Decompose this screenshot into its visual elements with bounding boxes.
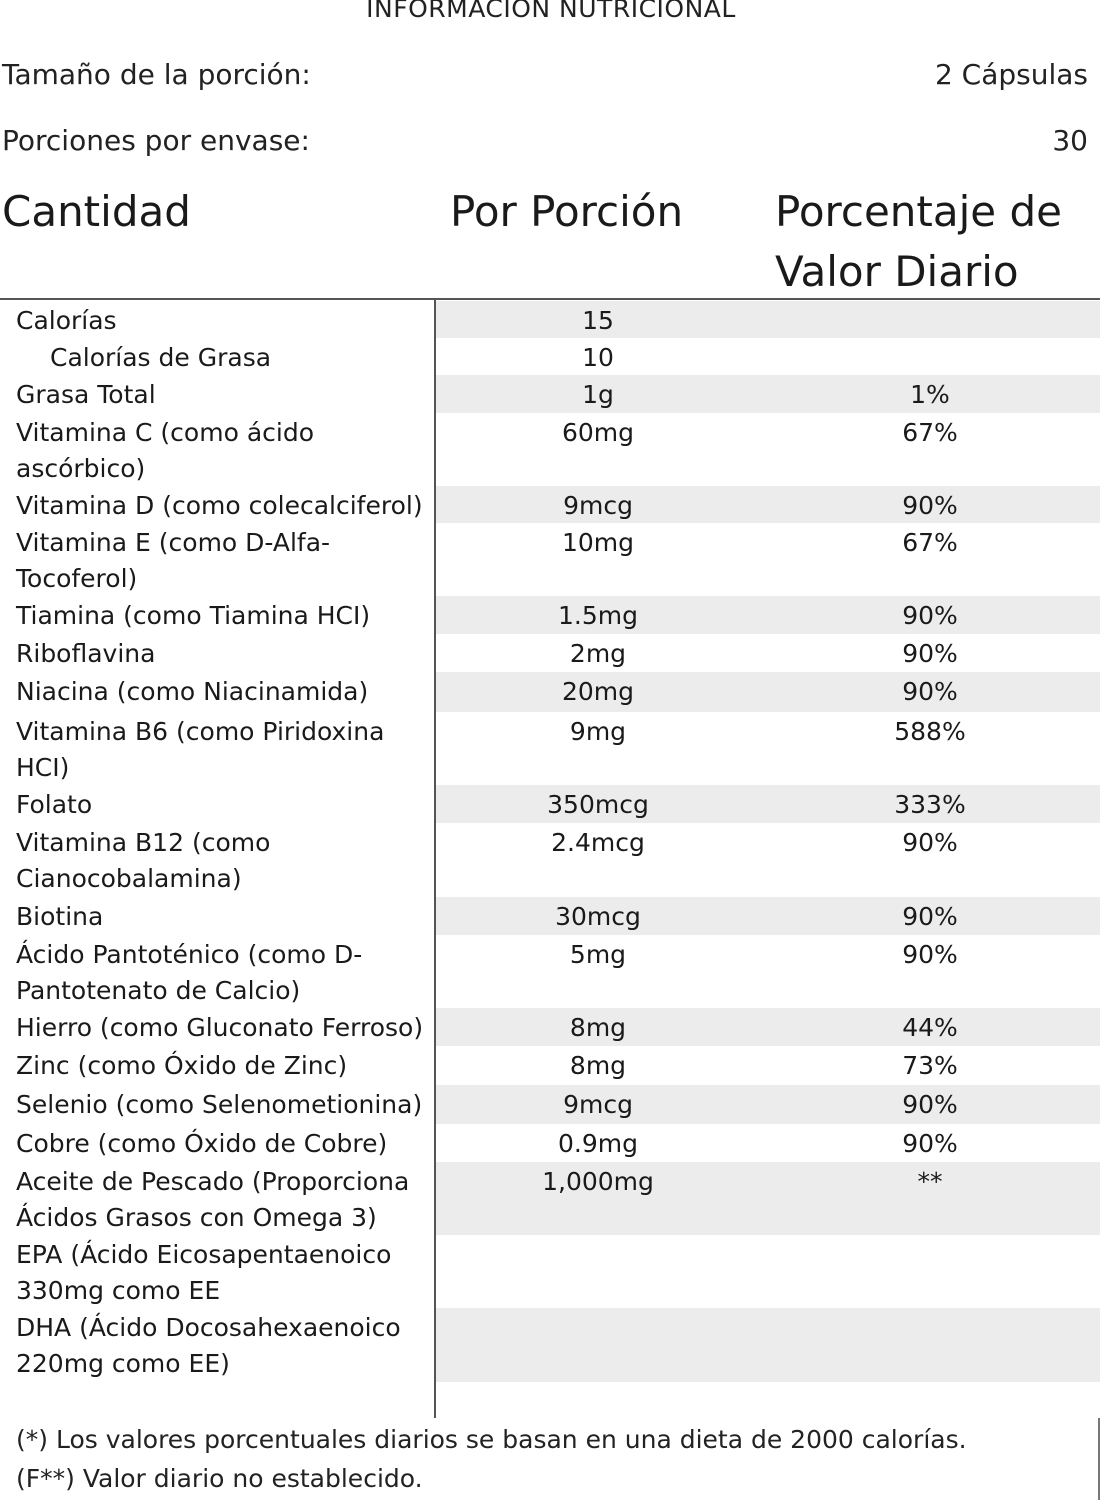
daily-value-percent: 67% <box>902 528 958 557</box>
per-serving-value: 60mg <box>561 418 635 447</box>
per-serving-value <box>436 1235 760 1308</box>
nutrient-name-line: Ácidos Grasos con Omega 3) <box>16 1203 377 1232</box>
nutrient-name-line: Vitamina C (como ácido <box>16 418 314 447</box>
row-values <box>436 785 1100 823</box>
nutrient-name: Selenio (como Selenometionina) <box>16 1090 423 1119</box>
row-values <box>436 634 1100 672</box>
daily-value-percent <box>760 1235 1100 1308</box>
daily-value-column-header <box>775 182 1095 302</box>
per-serving-value <box>436 1308 760 1382</box>
table-row <box>0 486 1100 523</box>
servings-per-container-label: Porciones por envase: <box>2 124 310 157</box>
daily-value-percent: 588% <box>894 717 966 746</box>
table-row <box>0 712 1100 785</box>
daily-value-percent <box>760 338 1100 375</box>
table-row <box>0 672 1100 712</box>
nutrient-name-line: Tocoferol) <box>16 564 138 593</box>
nutrient-name-line: EPA (Ácido Eicosapentaenoico <box>16 1240 392 1269</box>
nutrient-name: Hierro (como Gluconato Ferroso) <box>16 1013 424 1042</box>
table-row <box>0 1162 1100 1235</box>
table-row <box>0 634 1100 672</box>
nutrient-name-line: 220mg como EE) <box>16 1349 230 1378</box>
per-serving-value: 8mg <box>569 1051 627 1080</box>
nutrient-name: Riboflavina <box>16 639 156 668</box>
nutrient-name-line: Vitamina B6 (como Piridoxina <box>16 717 385 746</box>
daily-value-percent: 44% <box>902 1013 958 1042</box>
daily-value-percent: 90% <box>902 1129 958 1158</box>
nutrient-name-line: Cianocobalamina) <box>16 864 242 893</box>
table-row <box>0 823 1100 897</box>
per-serving-value: 1,000mg <box>542 1167 654 1196</box>
nutrient-name <box>0 1235 432 1308</box>
per-serving-value: 10mg <box>561 528 635 557</box>
per-serving-value: 8mg <box>569 1013 627 1042</box>
footnote-daily-values: (*) Los valores porcentuales diarios se basan en una dieta de 2000 calorías. <box>16 1425 967 1454</box>
per-serving-value: 10 <box>582 343 614 372</box>
row-values <box>436 1085 1100 1124</box>
table-row <box>0 413 1100 486</box>
serving-size-row <box>2 58 1088 91</box>
nutrient-name-line: Ácido Pantoténico (como D- <box>16 940 363 969</box>
column-divider <box>434 300 436 1418</box>
nutrient-name: Vitamina D (como colecalciferol) <box>16 491 423 520</box>
per-serving-value: 2mg <box>569 639 627 668</box>
nutrient-name <box>0 1162 432 1235</box>
daily-value-percent: 333% <box>894 790 966 819</box>
table-row <box>0 596 1100 634</box>
per-serving-value: 5mg <box>569 940 627 969</box>
daily-value-percent: 90% <box>902 491 958 520</box>
per-serving-value: 20mg <box>561 677 635 706</box>
table-row <box>0 1308 1100 1382</box>
daily-value-percent: 90% <box>902 902 958 931</box>
table-row <box>0 375 1100 413</box>
daily-value-percent: 1% <box>910 380 950 409</box>
per-serving-value: 9mg <box>569 717 627 746</box>
amount-column-header: Cantidad <box>2 187 191 236</box>
serving-size-label: Tamaño de la porción: <box>2 58 311 91</box>
header-divider <box>0 298 1100 300</box>
nutrient-name <box>0 1308 432 1382</box>
nutrient-name-line: ascórbico) <box>16 454 146 483</box>
table-row <box>0 785 1100 823</box>
row-values <box>436 897 1100 935</box>
table-row <box>0 935 1100 1008</box>
daily-value-percent <box>760 1308 1100 1382</box>
row-values <box>436 672 1100 712</box>
footnotes <box>16 1420 967 1498</box>
row-values <box>436 301 1100 338</box>
nutrient-name <box>0 413 432 486</box>
nutrient-name-line: 330mg como EE <box>16 1276 221 1305</box>
table-row <box>0 1046 1100 1085</box>
daily-value-header-line1: Porcentaje de <box>775 187 1062 236</box>
page-title: INFORMACION NUTRICIONAL <box>366 0 736 23</box>
daily-value-percent: 90% <box>902 677 958 706</box>
nutrient-name-line: Aceite de Pescado (Proporciona <box>16 1167 410 1196</box>
footnote-not-established: (F**) Valor diario no establecido. <box>16 1464 423 1493</box>
nutrient-name-line: DHA (Ácido Docosahexaenoico <box>16 1313 401 1342</box>
per-serving-value: 15 <box>582 306 614 335</box>
nutrient-name: Grasa Total <box>16 380 156 409</box>
daily-value-percent <box>760 301 1100 338</box>
nutrient-name-line: Pantotenato de Calcio) <box>16 976 301 1005</box>
daily-value-percent: 73% <box>902 1051 958 1080</box>
per-serving-value: 9mcg <box>563 491 633 520</box>
nutrient-name-line: HCI) <box>16 753 70 782</box>
daily-value-percent: 90% <box>902 940 958 969</box>
per-serving-column-header: Por Porción <box>450 187 684 236</box>
per-serving-value: 350mcg <box>547 790 649 819</box>
nutrient-name: Cobre (como Óxido de Cobre) <box>16 1129 388 1158</box>
table-row <box>0 523 1100 596</box>
row-values <box>436 413 1100 486</box>
per-serving-value: 30mcg <box>555 902 641 931</box>
nutrient-name <box>0 935 432 1008</box>
servings-per-container-value: 30 <box>1052 124 1088 157</box>
table-row <box>0 1008 1100 1046</box>
row-values <box>436 1308 1100 1382</box>
nutrient-name <box>0 712 432 785</box>
daily-value-percent: 90% <box>902 828 958 857</box>
row-values <box>436 596 1100 634</box>
nutrient-name-line: Vitamina E (como D-Alfa- <box>16 528 331 557</box>
daily-value-percent: ** <box>917 1167 943 1196</box>
daily-value-percent: 67% <box>902 418 958 447</box>
right-edge-divider <box>1098 1418 1100 1500</box>
table-row <box>0 1235 1100 1308</box>
table-row <box>0 1085 1100 1124</box>
row-values <box>436 375 1100 413</box>
nutrient-name: Niacina (como Niacinamida) <box>16 677 369 706</box>
nutrient-name <box>0 523 432 596</box>
nutrient-name <box>0 823 432 897</box>
daily-value-header-line2: Valor Diario <box>775 247 1019 296</box>
row-values <box>436 523 1100 596</box>
daily-value-percent: 90% <box>902 1090 958 1119</box>
per-serving-value: 2.4mcg <box>551 828 645 857</box>
serving-size-value: 2 Cápsulas <box>934 58 1088 91</box>
nutrient-name: Zinc (como Óxido de Zinc) <box>16 1051 348 1080</box>
table-row <box>0 897 1100 935</box>
row-values <box>436 1008 1100 1046</box>
per-serving-value: 1.5mg <box>558 601 638 630</box>
table-row <box>0 338 1100 375</box>
row-values <box>436 486 1100 523</box>
row-values <box>436 1235 1100 1308</box>
row-values <box>436 935 1100 1008</box>
per-serving-value: 0.9mg <box>558 1129 638 1158</box>
row-values <box>436 1046 1100 1085</box>
table-row <box>0 1124 1100 1162</box>
nutrient-name: Tiamina (como Tiamina HCI) <box>16 601 371 630</box>
row-values <box>436 712 1100 785</box>
nutrient-name: Calorías <box>16 306 117 335</box>
nutrient-name-line: Vitamina B12 (como <box>16 828 271 857</box>
per-serving-value: 1g <box>582 380 614 409</box>
servings-per-container-row <box>2 124 1088 157</box>
row-values <box>436 1124 1100 1162</box>
row-values <box>436 823 1100 897</box>
daily-value-percent: 90% <box>902 601 958 630</box>
table-row <box>0 301 1100 338</box>
row-values <box>436 1162 1100 1235</box>
row-values <box>436 338 1100 375</box>
nutrient-name: Folato <box>16 790 93 819</box>
per-serving-value: 9mcg <box>563 1090 633 1119</box>
nutrient-name: Calorías de Grasa <box>50 343 272 372</box>
nutrient-name: Biotina <box>16 902 104 931</box>
daily-value-percent: 90% <box>902 639 958 668</box>
nutrient-table <box>0 301 1100 1382</box>
